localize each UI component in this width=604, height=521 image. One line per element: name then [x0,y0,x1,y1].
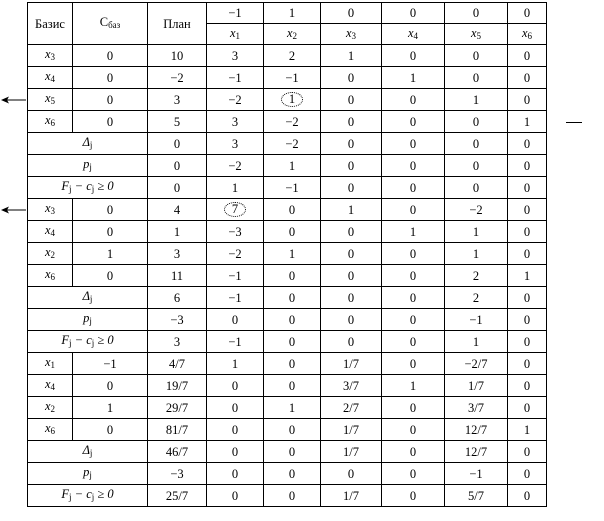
basis-cell [28,375,73,397]
p-symbol: p [83,465,90,479]
coef-cell-x2: −1 [264,67,321,89]
header-plan: План [148,3,207,45]
basis-cell [28,89,73,111]
header-var-4 [382,24,445,45]
basis-var-letter: x [44,47,51,61]
f-symbol: F [61,487,69,501]
coef-cell-x3: 1 [321,199,382,221]
coef-cell-x4: 0 [382,463,445,485]
f-subscript-2: j [91,184,95,194]
coef-cell-x5: 12/7 [445,419,508,441]
table-row [28,397,547,419]
coef-cell-x1: −1 [207,287,264,309]
plan-cell: 1 [148,221,207,243]
coef-cell-x6: 0 [508,463,547,485]
plan-cell: −3 [148,309,207,331]
coef-cell-x3: 0 [321,67,382,89]
f-geq-zero: ≥ 0 [94,333,114,347]
delta-row-label [28,441,148,463]
header-var-3 [321,24,382,45]
basis-var-subscript: 3 [50,52,56,62]
coef-cell-x1: 0 [207,463,264,485]
basis-var-subscript: 1 [50,360,56,370]
coef-cell-x3: 2/7 [321,397,382,419]
pivot-element: 7 [224,202,246,217]
coef-cell-x3: 1/7 [321,353,382,375]
delta-row-label [28,133,148,155]
plan-cell: 0 [148,133,207,155]
cbaz-cell: 0 [73,419,148,441]
delta-row [28,287,547,309]
coef-cell-x5: 2 [445,287,508,309]
coef-cell-x4: 0 [382,45,445,67]
coef-cell-x2: 0 [264,309,321,331]
p-row [28,155,547,177]
coef-cell-x2: 0 [264,419,321,441]
coef-cell-x2: −2 [264,133,321,155]
header-var-1 [207,24,264,45]
header-coef-2: 1 [264,3,321,24]
coef-cell-x3: 0 [321,265,382,287]
f-geq-zero: ≥ 0 [94,179,114,193]
coef-cell-x3: 0 [321,111,382,133]
coef-cell-x2: 0 [264,485,321,507]
coef-cell-x3: 1/7 [321,485,382,507]
table-row [28,221,547,243]
coef-cell-x2: 0 [264,375,321,397]
table-row [28,419,547,441]
basis-var-letter: x [44,267,51,281]
header-var-6-letter: x [521,25,528,40]
p-subscript: j [89,470,92,480]
coef-cell-x4: 0 [382,353,445,375]
coef-cell-x1: −1 [207,265,264,287]
coef-cell-x6: 0 [508,243,547,265]
plan-cell: 5 [148,111,207,133]
cbaz-cell: 0 [73,221,148,243]
coef-cell-x4: 0 [382,199,445,221]
f-minus-c: − c [71,179,92,193]
coef-cell-x4: 0 [382,287,445,309]
f-geq-zero: ≥ 0 [94,487,114,501]
table-row [28,45,547,67]
plan-cell: 6 [148,287,207,309]
plan-cell: 29/7 [148,397,207,419]
coef-cell-x5: 0 [445,177,508,199]
coef-cell-x4: 0 [382,265,445,287]
coef-cell-x3: 0 [321,309,382,331]
coef-cell-x2: 1 [264,397,321,419]
delta-subscript: j [89,140,93,150]
basis-var-letter: x [44,91,51,105]
plan-cell: 4 [148,199,207,221]
delta-symbol: Δ [82,135,90,149]
f-minus-c: − c [71,487,92,501]
coef-cell-x1: −1 [207,331,264,353]
coef-cell-x1: 3 [207,45,264,67]
header-cbaz [73,3,148,45]
coef-cell-x4: 0 [382,331,445,353]
coef-cell-x5: 1 [445,89,508,111]
coef-cell-x4: 0 [382,441,445,463]
basis-var-letter: x [44,201,51,215]
f-subscript: j [69,184,72,194]
coef-cell-x2: 1 [264,155,321,177]
coef-cell-x4: 0 [382,155,445,177]
header-var-5-subscript: 5 [476,30,482,41]
basis-cell [28,353,73,375]
coef-cell-x2: 2 [264,45,321,67]
basis-var-subscript: 4 [50,74,56,84]
coef-cell-x1: 3 [207,133,264,155]
basis-var-subscript: 6 [50,426,56,436]
plan-cell: 11 [148,265,207,287]
pivot-row-arrow-icon [0,203,27,217]
coef-cell-x5: −2/7 [445,353,508,375]
coef-cell-x6: 0 [508,221,547,243]
table-row [28,199,547,221]
coef-cell-x6: 0 [508,441,547,463]
coef-cell-x3: 0 [321,331,382,353]
coef-cell-x3: 0 [321,221,382,243]
basis-cell [28,45,73,67]
plan-cell: 3 [148,243,207,265]
coef-cell-x3: 0 [321,287,382,309]
coef-cell-x1: 0 [207,375,264,397]
coef-cell-x3: 0 [321,177,382,199]
basis-var-subscript: 2 [50,404,56,414]
coef-cell-x1: 0 [207,419,264,441]
header-var-3-letter: x [345,25,352,40]
plan-cell: 25/7 [148,485,207,507]
header-row-coefficients [28,3,547,24]
header-var-2 [264,24,321,45]
basis-var-letter: x [44,377,51,391]
basis-var-letter: x [44,355,51,369]
header-var-1-letter: x [229,25,236,40]
plan-cell: 10 [148,45,207,67]
coef-cell-x3: 0 [321,243,382,265]
table-row [28,243,547,265]
coef-cell-x6: 0 [508,199,547,221]
coef-cell-x3: 1 [321,45,382,67]
coef-cell-x1: −2 [207,243,264,265]
coef-cell-x5: 0 [445,67,508,89]
cbaz-cell: 1 [73,397,148,419]
coef-cell-x6: 0 [508,89,547,111]
coef-cell-x5: 1 [445,243,508,265]
header-basis: Базис [28,3,73,45]
basis-var-subscript: 4 [50,228,56,238]
basis-var-letter: x [44,223,51,237]
basis-var-subscript: 2 [50,250,56,260]
coef-cell-x2: −2 [264,111,321,133]
plan-cell: 3 [148,89,207,111]
coef-cell-x4: 0 [382,419,445,441]
f-row [28,177,547,199]
delta-row-label [28,287,148,309]
coef-cell-x4: 0 [382,397,445,419]
coef-cell-x5: 12/7 [445,441,508,463]
coef-cell-x3: 3/7 [321,375,382,397]
table-row [28,353,547,375]
coef-cell-x6: 0 [508,397,547,419]
plan-cell: −3 [148,463,207,485]
basis-cell [28,67,73,89]
coef-cell-x4: 0 [382,177,445,199]
delta-row [28,133,547,155]
coef-cell-x2: 0 [264,199,321,221]
cbaz-cell: 0 [73,265,148,287]
f-symbol: F [61,179,69,193]
delta-subscript: j [89,294,93,304]
header-var-1-subscript: 1 [235,30,241,41]
basis-var-subscript: 4 [50,382,56,392]
coef-cell-x1: 0 [207,397,264,419]
basis-cell [28,397,73,419]
coef-cell-x6: 0 [508,67,547,89]
basis-var-subscript: 3 [50,206,56,216]
coef-cell-x3: 1/7 [321,419,382,441]
delta-row [28,441,547,463]
header-var-3-subscript: 3 [351,30,357,41]
plan-cell: 46/7 [148,441,207,463]
table-row [28,89,547,111]
coef-cell-x4: 1 [382,67,445,89]
coef-cell-x1: 1 [207,177,264,199]
f-row [28,485,547,507]
coef-cell-x3: 0 [321,155,382,177]
delta-symbol: Δ [82,443,90,457]
coef-cell-x1: 1 [207,353,264,375]
plan-cell: −2 [148,67,207,89]
coef-cell-x2: 1 [264,243,321,265]
table-row [28,375,547,397]
table-row [28,67,547,89]
coef-cell-x4: 0 [382,111,445,133]
basis-cell [28,199,73,221]
plan-cell: 19/7 [148,375,207,397]
header-var-4-subscript: 4 [413,30,419,41]
cbaz-cell: 0 [73,375,148,397]
coef-cell-x4: 0 [382,243,445,265]
coef-cell-x6: 0 [508,353,547,375]
cbaz-cell: 1 [73,243,148,265]
delta-symbol: Δ [82,289,90,303]
basis-cell [28,243,73,265]
coef-cell-x2: 0 [264,221,321,243]
header-cbaz-subscript: баз [108,20,121,30]
coef-cell-x6: 0 [508,375,547,397]
header-var-5-letter: x [470,25,477,40]
delta-subscript: j [89,448,93,458]
f-symbol: F [61,333,69,347]
coef-cell-x1 [207,199,264,221]
coef-cell-x3: 0 [321,463,382,485]
basis-var-subscript: 6 [50,118,56,128]
simplex-table [27,2,547,507]
p-row-label [28,309,148,331]
coef-cell-x2: 0 [264,265,321,287]
coef-cell-x1: 0 [207,485,264,507]
coef-cell-x4: 0 [382,133,445,155]
basis-var-letter: x [44,245,51,259]
coef-cell-x5: −2 [445,199,508,221]
plan-cell: 4/7 [148,353,207,375]
basis-var-letter: x [44,113,51,127]
basis-var-subscript: 5 [50,96,56,106]
cbaz-cell: 0 [73,199,148,221]
p-row-label [28,463,148,485]
coef-cell-x5: 1 [445,331,508,353]
header-var-6-subscript: 6 [527,30,533,41]
f-subscript: j [69,338,72,348]
header-coef-6: 0 [508,3,547,24]
p-symbol: p [83,311,90,325]
coef-cell-x5: 0 [445,45,508,67]
basis-cell [28,419,73,441]
header-var-6 [508,24,547,45]
coef-cell-x1: 0 [207,441,264,463]
simplex-table-container [27,2,547,507]
coef-cell-x2: 0 [264,441,321,463]
coef-cell-x6: 1 [508,265,547,287]
table-row [28,111,547,133]
p-subscript: j [89,316,92,326]
coef-cell-x6: 0 [508,331,547,353]
header-coef-3: 0 [321,3,382,24]
coef-cell-x3: 0 [321,133,382,155]
basis-cell [28,221,73,243]
coef-cell-x2: 0 [264,331,321,353]
plan-cell: 0 [148,155,207,177]
coef-cell-x3: 1/7 [321,441,382,463]
coef-cell-x4: 0 [382,485,445,507]
cbaz-cell: 0 [73,111,148,133]
plan-cell: 0 [148,177,207,199]
coef-cell-x1: −3 [207,221,264,243]
coef-cell-x6: 0 [508,45,547,67]
f-minus-c: − c [71,333,92,347]
coef-cell-x5: 0 [445,111,508,133]
header-coef-4: 0 [382,3,445,24]
coef-cell-x1: −1 [207,67,264,89]
f-subscript: j [69,492,72,502]
f-subscript-2: j [91,492,95,502]
coef-cell-x1: −2 [207,155,264,177]
p-subscript: j [89,162,92,172]
basis-cell [28,265,73,287]
p-row [28,463,547,485]
coef-cell-x5: 1/7 [445,375,508,397]
cbaz-cell: 0 [73,89,148,111]
coef-cell-x6: 0 [508,309,547,331]
f-subscript-2: j [91,338,95,348]
basis-var-subscript: 6 [50,272,56,282]
coef-cell-x4: 1 [382,221,445,243]
coef-cell-x4: 0 [382,89,445,111]
header-coef-5: 0 [445,3,508,24]
coef-cell-x2 [264,89,321,111]
coef-cell-x4: 1 [382,375,445,397]
p-symbol: p [83,157,90,171]
coef-cell-x5: 1 [445,221,508,243]
coef-cell-x2: 0 [264,463,321,485]
leaving-row-dash-mark [566,122,582,123]
p-row-label [28,155,148,177]
pivot-row-arrow-icon [0,93,27,107]
coef-cell-x1: 0 [207,309,264,331]
basis-var-letter: x [44,69,51,83]
header-var-2-subscript: 2 [292,30,298,41]
table-row [28,265,547,287]
coef-cell-x5: 0 [445,133,508,155]
f-row-label [28,485,148,507]
coef-cell-x3: 0 [321,89,382,111]
coef-cell-x5: 0 [445,155,508,177]
coef-cell-x2: −1 [264,177,321,199]
plan-cell: 81/7 [148,419,207,441]
coef-cell-x5: −1 [445,463,508,485]
simplex-table-body [28,3,547,507]
header-coef-1: −1 [207,3,264,24]
basis-cell [28,111,73,133]
coef-cell-x6: 1 [508,111,547,133]
header-var-5 [445,24,508,45]
f-row [28,331,547,353]
p-row [28,309,547,331]
coef-cell-x6: 0 [508,287,547,309]
basis-var-letter: x [44,421,51,435]
coef-cell-x6: 0 [508,177,547,199]
coef-cell-x1: −2 [207,89,264,111]
header-var-2-letter: x [286,25,293,40]
coef-cell-x5: 3/7 [445,397,508,419]
coef-cell-x2: 0 [264,353,321,375]
coef-cell-x4: 0 [382,309,445,331]
coef-cell-x6: 0 [508,133,547,155]
coef-cell-x6: 1 [508,419,547,441]
coef-cell-x6: 0 [508,485,547,507]
cbaz-cell: 0 [73,45,148,67]
cbaz-cell: 0 [73,67,148,89]
coef-cell-x6: 0 [508,155,547,177]
plan-cell: 3 [148,331,207,353]
header-cbaz-letter: С [99,15,109,29]
coef-cell-x5: 5/7 [445,485,508,507]
coef-cell-x2: 0 [264,287,321,309]
coef-cell-x5: 2 [445,265,508,287]
coef-cell-x1: 3 [207,111,264,133]
pivot-element: 1 [281,92,303,107]
coef-cell-x5: −1 [445,309,508,331]
cbaz-cell: −1 [73,353,148,375]
basis-var-letter: x [44,399,51,413]
f-row-label [28,177,148,199]
f-row-label [28,331,148,353]
header-var-4-letter: x [407,25,414,40]
